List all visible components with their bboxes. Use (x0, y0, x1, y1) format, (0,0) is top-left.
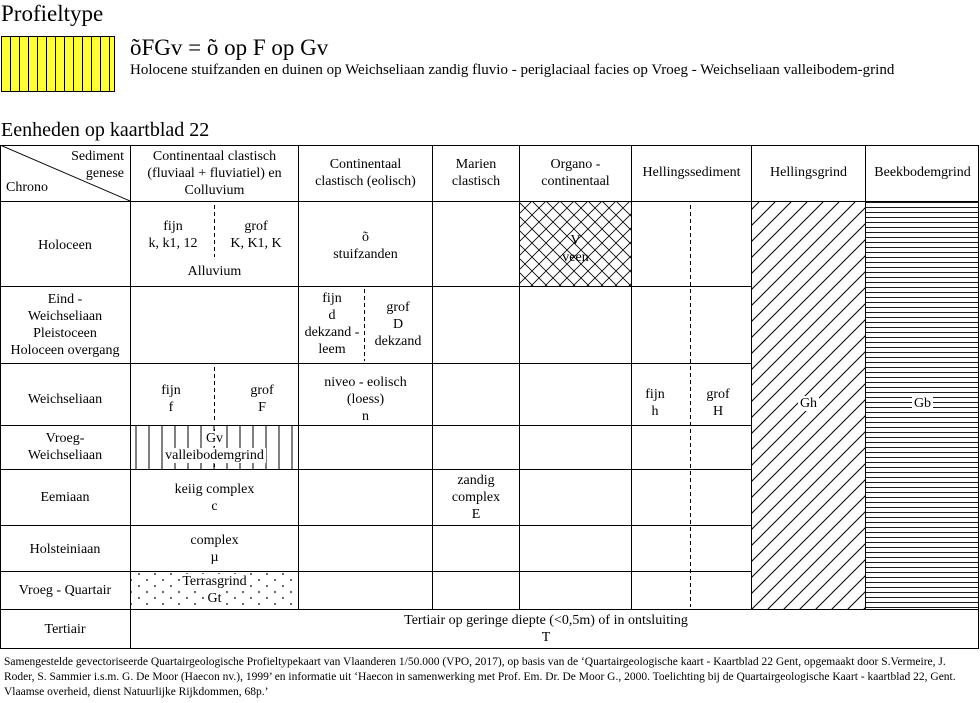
header-hellingsgrind: Hellingsgrind (770, 165, 847, 180)
header-organo-continentaal: Organo - continentaal (541, 157, 610, 189)
header-marien-clastisch: Marien clastisch (451, 157, 501, 189)
cell-terrasgrind: Terrasgrind Gt (182, 574, 247, 606)
cell-valleibodemgrind: Gv valleibodemgrind (165, 431, 264, 463)
profile-swatch (1, 36, 115, 92)
row-holoceen: Holoceen (38, 238, 92, 253)
cell-loess: niveo - eolisch (loess) n (324, 375, 407, 424)
cell-hellingssediment-grof: grof H (706, 387, 730, 419)
cell-alluvium: Alluvium (187, 264, 242, 279)
page-title: Profieltype (1, 1, 104, 26)
cell-veen: V veen (562, 233, 589, 265)
row-eind-weichseliaan: Eind - Weichseliaan Pleistoceen Holoceen overgang (10, 292, 120, 358)
header-beekbodemgrind: Beekbodemgrind (874, 165, 971, 180)
profile-formula: õFGv = õ op F op Gv (130, 35, 329, 60)
row-eemiaan: Eemiaan (40, 490, 90, 505)
row-vroeg-quartair: Vroeg - Quartair (18, 583, 112, 598)
cell-holoceen-grof: grof K, K1, K (230, 219, 282, 251)
profile-description: Holocene stuifzanden en duinen op Weichseliaan zandig fluvio - periglaciaal facies op Vroeg - Weichseliaan valleibodem-grind (130, 62, 895, 78)
cell-tertiair: Tertiair op geringe diepte (<0,5m) of in ontsluiting T (404, 613, 688, 645)
header-hellingssediment: Hellingssediment (642, 165, 741, 180)
cell-zandig-complex: zandig complex E (451, 473, 501, 522)
row-holsteiniaan: Holsteiniaan (29, 542, 101, 557)
cell-dekzand: grof D dekzand (374, 300, 422, 349)
cell-hellingsgrind: Gh (799, 396, 818, 411)
cell-holoceen-fijn: fijn k, k1, 12 (148, 219, 198, 251)
header-continentaal-fluviaal: Continentaal clastisch (fluviaal + fluviatiel) en Colluvium (147, 149, 282, 198)
cell-beekbodemgrind: Gb (913, 396, 932, 411)
header-sediment-genese: Sediment genese (71, 149, 124, 181)
cell-hellingssediment-fijn: fijn h (645, 387, 665, 419)
source-note: Samengestelde gevectoriseerde Quartairgeologische Profieltypekaart van Vlaanderen 1/50.000 (VPO, 2017), op basis van de ‘Quartairgeologische kaart - Kaartblad 22 Gent, opgemaakt door S.Vermeire, J. Roder, S. Sammier i.s.m. G. De Moor (Haecon nv.), 1999’ en informatie uit ‘Haecon in samenwerking met Prof. Em. Dr. De Moor G., 2000. Toelichting bij de Quartairgeologische Kaart - kaartblad 22, Gent. Vlaamse overheid, dienst Natuurlijke Rijkdommen, 68p.’ (4, 656, 956, 698)
header-chrono: Chrono (6, 180, 48, 195)
cell-stuifzanden: õ stuifzanden (333, 230, 398, 262)
row-weichseliaan: Weichseliaan (27, 392, 103, 407)
cell-weichseliaan-fijn: fijn f (161, 383, 181, 415)
cell-weichseliaan-grof: grof F (250, 383, 274, 415)
row-tertiair: Tertiair (44, 622, 86, 637)
cell-keiig-complex: keiig complex c (174, 482, 255, 514)
cell-dekzand-leem: fijn d dekzand - leem (304, 291, 360, 357)
cell-complex-mu: complex µ (190, 533, 239, 565)
legend-table (0, 145, 980, 649)
units-title: Eenheden op kaartblad 22 (1, 119, 210, 141)
header-continentaal-eolisch: Continentaal clastisch (eolisch) (315, 157, 416, 189)
row-vroeg-weichseliaan: Vroeg- Weichseliaan (27, 431, 103, 463)
